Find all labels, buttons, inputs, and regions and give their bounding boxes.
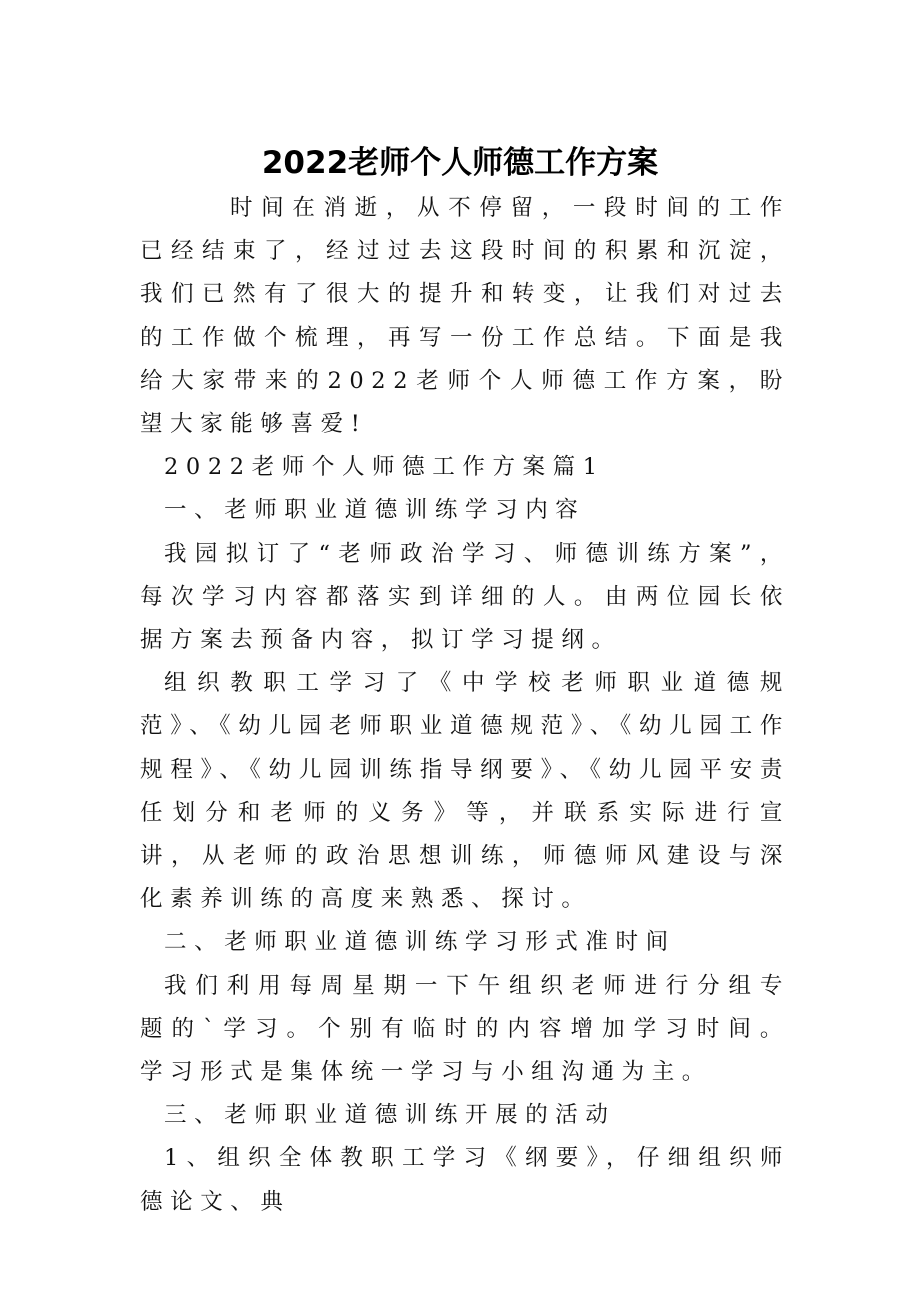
body-paragraph: 组织教职工学习了《中学校老师职业道德规范》、《幼儿园老师职业道德规范》、《幼儿园工作规程》、《幼儿园训练指导纲要》、《幼儿园平安责任划分和老师的义务》等，并联系实际进行宣讲，从老师的政治思想训练，师德师风建设与深化素养训练的高度来熟悉、探讨。 (140, 670, 790, 913)
section-title: 2022老师个人师德工作方案篇1 (164, 454, 605, 481)
heading-two: 二、老师职业道德训练学习形式准时间 (164, 929, 676, 956)
body-paragraph: 我园拟订了“老师政治学习、师德训练方案”，每次学习内容都落实到详细的人。由两位园长依据方案去预备内容，拟订学习提纲。 (140, 540, 790, 654)
body-paragraph: 我们利用每周星期一下午组织老师进行分组专题的`学习。个别有临时的内容增加学习时间。学习形式是集体统一学习与小组沟通为主。 (140, 972, 790, 1086)
document-title: 2022老师个人师德工作方案 (261, 144, 659, 181)
heading-one: 一、老师职业道德训练学习内容 (164, 497, 586, 524)
heading-three: 三、老师职业道德训练开展的活动 (164, 1102, 616, 1129)
intro-paragraph: 时间在消逝，从不停留，一段时间的工作已经结束了，经过过去这段时间的积累和沉淀，我们已然有了很大的提升和转变，让我们对过去的工作做个梳理，再写一份工作总结。下面是我给大家带来的2022老师个人师德工作方案，盼望大家能够喜爱! (140, 195, 790, 438)
body-paragraph: 1、组织全体教职工学习《纲要》，仔细组织师德论文、典 (140, 1145, 790, 1215)
document-body (140, 187, 790, 1224)
